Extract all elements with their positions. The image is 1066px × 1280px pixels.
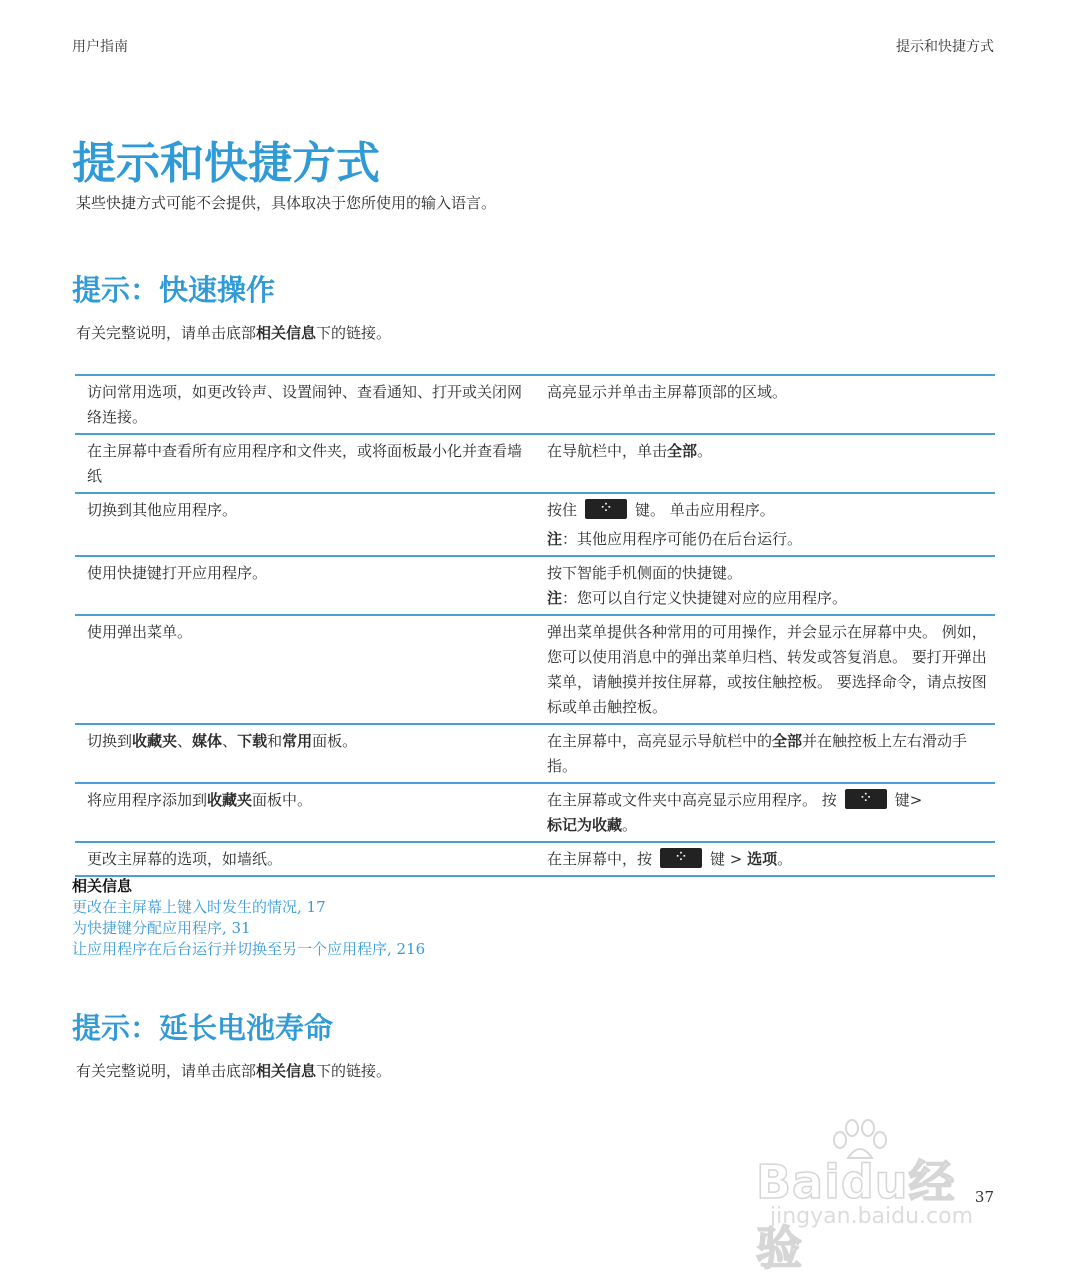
action-bold: 选项 [747,850,778,868]
action-text: 按下智能手机侧面的快捷键。 [547,564,743,582]
task-cell: 使用快捷键打开应用程序。 [87,564,268,582]
watermark [756,1118,996,1275]
task-text: 、 [222,732,238,750]
action-text: 。 [697,442,713,460]
action-cell [535,842,995,876]
task-text: 切换到 [87,732,133,750]
action-bold: 全部 [772,732,803,750]
note-label: 注 [547,530,563,548]
table-row [75,375,995,434]
watermark-brand: Baidu经验 [756,1155,956,1275]
section-heading-quick-actions: 提示：快速操作 [72,273,276,307]
task-text: 面板。 [312,732,358,750]
task-bold: 收藏夹 [132,732,178,750]
related-link[interactable]: 为快捷键分配应用程序, 31 [72,919,251,937]
related-link[interactable]: 更改在主屏幕上键入时发生的情况, 17 [72,898,326,916]
action-text: 并在触控板上左右滑动手指。 [547,732,968,775]
action-cell [535,724,995,783]
page-number: 37 [974,1188,994,1206]
page-subtitle: 某些快捷方式可能不会提供，具体取决于您所使用的输入语言。 [76,194,497,212]
action-text: 。 [622,816,638,834]
intro-text-end: 下的链接。 [316,324,392,342]
note-text: ：您可以自行定义快捷键对应的应用程序。 [562,589,848,607]
action-cell [535,434,995,493]
blackberry-key-icon [845,789,887,809]
blackberry-key-icon [660,848,702,868]
intro-bold: 相关信息 [256,1062,317,1080]
task-text: 和 [267,732,283,750]
task-cell: 访问常用选项，如更改铃声、设置闹钟、查看通知、打开或关闭网络连接。 [87,383,523,426]
task-cell: 切换到其他应用程序。 [87,501,238,519]
task-text: 将应用程序添加到 [87,791,208,809]
task-bold: 媒体 [192,732,223,750]
action-cell [535,556,995,615]
intro-text: 有关完整说明，请单击底部 [76,324,257,342]
table-row [75,615,995,724]
action-text: 在主屏幕或文件夹中高亮显示应用程序。 按 [547,791,837,809]
task-bold: 常用 [282,732,313,750]
task-text: 面板中。 [252,791,313,809]
action-cell [535,783,995,842]
section-intro [76,322,391,343]
related-link[interactable]: 让应用程序在后台运行并切换至另一个应用程序, 216 [72,940,426,958]
action-text: 。 [777,850,793,868]
table-row [75,493,995,556]
table-row [75,783,995,842]
action-bold: 全部 [667,442,698,460]
header-right: 提示和快捷方式 [896,39,994,55]
table-row [75,556,995,615]
action-text: 在主屏幕中，按 [547,850,653,868]
action-text: 在导航栏中，单击 [547,442,668,460]
task-bold: 收藏夹 [207,791,253,809]
header-left: 用户指南 [72,39,128,55]
action-text: 键 > [710,850,743,868]
section-intro [76,1060,391,1081]
task-cell: 更改主屏幕的选项，如墙纸。 [87,850,283,868]
table-row [75,724,995,783]
task-cell [75,783,535,842]
intro-text: 有关完整说明，请单击底部 [76,1062,257,1080]
intro-bold: 相关信息 [256,324,317,342]
intro-text-end: 下的链接。 [316,1062,392,1080]
action-text: 按住 [547,501,578,519]
page-title: 提示和快捷方式 [72,138,380,189]
action-text: 键> [894,791,923,809]
note-text: ：其他应用程序可能仍在后台运行。 [562,530,803,548]
table-row [75,842,995,876]
action-text: 在主屏幕中，高亮显示导航栏中的 [547,732,773,750]
action-cell [535,493,995,556]
task-cell: 使用弹出菜单。 [87,623,193,641]
action-text: 键。 单击应用程序。 [635,501,775,519]
related-info [72,876,425,960]
watermark-url: jingyan.baidu.com [770,1204,974,1229]
action-cell: 弹出菜单提供各种常用的可用操作，并会显示在屏幕中央。 例如，您可以使用消息中的弹出菜单归档、转发或答复消息。 要打开弹出菜单，请触摸并按住屏幕，或按住触控板。 要选择命令，请点按图标或单击触控板。 [547,623,987,716]
task-cell: 在主屏幕中查看所有应用程序和文件夹，或将面板最小化并查看墙纸 [87,442,523,485]
blackberry-key-icon [585,499,627,519]
task-text: 、 [177,732,193,750]
task-cell [75,724,535,783]
note-label: 注 [547,589,563,607]
table-row [75,434,995,493]
action-cell: 高亮显示并单击主屏幕顶部的区域。 [547,383,788,401]
related-title: 相关信息 [72,877,133,895]
section-heading-battery: 提示：延长电池寿命 [72,1011,334,1045]
task-bold: 下载 [237,732,268,750]
action-bold: 标记为收藏 [547,816,623,834]
tips-table [75,374,995,877]
